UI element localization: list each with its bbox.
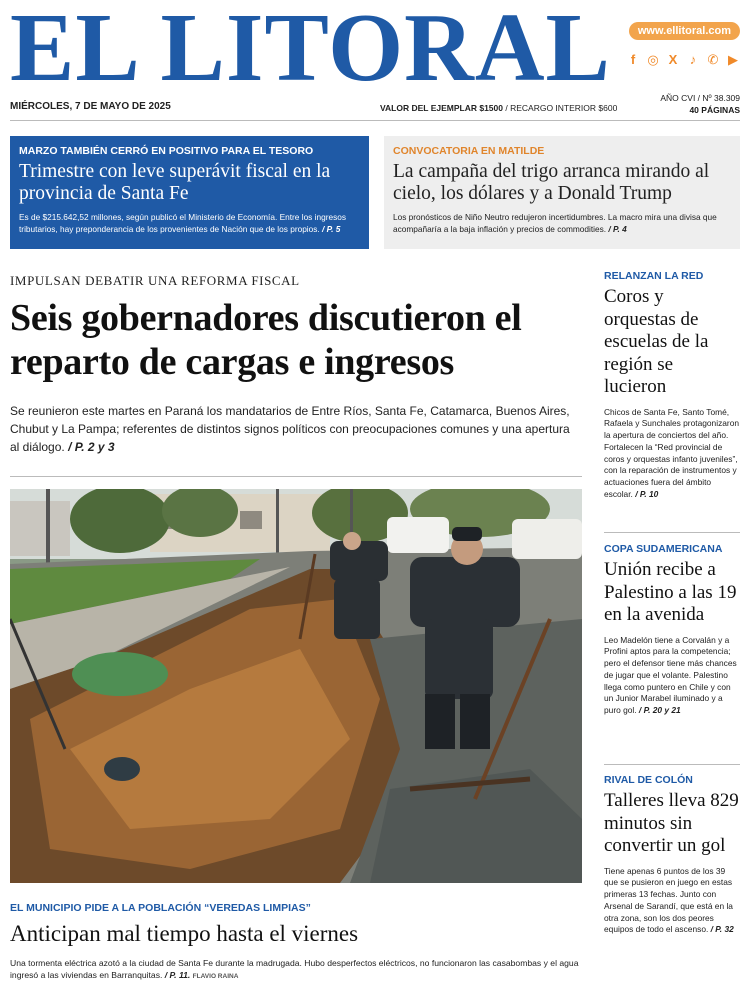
sidebar-headline[interactable]: Unión recibe a Palestino a las 19 en la avenida xyxy=(604,559,737,625)
website-link[interactable]: www.ellitoral.com xyxy=(629,22,740,40)
page-count: 40 PÁGINAS xyxy=(689,105,740,115)
edition-info xyxy=(660,92,740,116)
divider xyxy=(604,764,740,765)
facebook-icon[interactable]: f xyxy=(630,52,636,67)
tiktok-icon[interactable]: ♪ xyxy=(689,52,697,67)
main-story-text: Se reunieron este martes en Paraná los mandatarios de Entre Ríos, Santa Fe, Catamarca, Buenos Aires, Chubut y La Pampa; referentes de distintos signos políticos con preocupaciones comunes y una apertura al diálogo. xyxy=(10,404,570,454)
sidebar-text: Leo Madelón tiene a Corvalán y a Profini aptos para la competencia; pero el defensor tiene más chances de jugar que el volante. Palestino llega como puntero en Chile y con un Junior Marabel iluminado y a puro gol. xyxy=(604,634,737,716)
sidebar-summary xyxy=(604,407,740,501)
page-ref[interactable]: / P. 4 xyxy=(608,224,627,234)
divider xyxy=(10,476,582,477)
sidebar-summary xyxy=(604,635,740,718)
price-extra: / RECARGO INTERIOR $600 xyxy=(505,103,618,113)
sidebar-headline[interactable]: Coros y orquestas de escuelas de la región se lucieron xyxy=(604,286,709,397)
story-summary xyxy=(393,211,731,235)
story-box-fiscal-surplus[interactable] xyxy=(10,136,369,249)
sidebar-story-talleres[interactable] xyxy=(604,774,740,936)
page-ref[interactable]: / P. 20 y 21 xyxy=(638,705,681,716)
x-icon[interactable]: X xyxy=(668,52,678,67)
page-ref[interactable]: / P. 10 xyxy=(635,489,659,500)
story-text: Los pronósticos de Niño Neutro redujeron incertidumbres. La macro mira una divisa que acompañaría a la baja inflación y precios de commodities. xyxy=(393,212,717,234)
sidebar-kicker: RELANZAN LA RED xyxy=(604,270,704,282)
issue-date: MIÉRCOLES, 7 DE MAYO DE 2025 xyxy=(10,101,171,112)
weather-story-headline[interactable]: Anticipan mal tiempo hasta el viernes xyxy=(10,921,359,946)
story-summary xyxy=(19,211,360,235)
sidebar-story-union[interactable] xyxy=(604,543,740,717)
main-story-deck xyxy=(10,402,582,456)
whatsapp-icon[interactable]: ✆ xyxy=(707,52,719,67)
sidebar-kicker: COPA SUDAMERICANA xyxy=(604,543,723,555)
story-kicker: MARZO TAMBIÉN CERRÓ EN POSITIVO PARA EL TESORO xyxy=(19,145,314,157)
instagram-icon[interactable]: ◎ xyxy=(647,52,659,67)
divider xyxy=(10,120,740,121)
main-story-headline[interactable]: Seis gobernadores discutieron el reparto de cargas e ingresos xyxy=(10,297,522,383)
main-story-kicker: IMPULSAN DEBATIR UNA REFORMA FISCAL xyxy=(10,273,300,288)
page-ref[interactable]: / P. 11. xyxy=(164,970,191,980)
sidebar-headline[interactable]: Talleres lleva 829 minutos sin convertir un gol xyxy=(604,790,739,856)
page-ref[interactable]: / P. 2 y 3 xyxy=(68,440,115,454)
divider xyxy=(604,532,740,533)
weather-story-text: Una tormenta eléctrica azotó a la ciudad de Santa Fe durante la madrugada. Hubo desperfectos eléctricos, no funcionaron las casabombas y el agua ingresó a las viviendas en Barranquitas. xyxy=(10,958,579,980)
sidebar-kicker: RIVAL DE COLÓN xyxy=(604,774,693,786)
newspaper-name: EL LITORAL xyxy=(10,0,611,102)
lead-photo-street-cleaning[interactable] xyxy=(10,489,582,883)
story-title[interactable]: Trimestre con leve superávit fiscal en la provincia de Santa Fe xyxy=(19,161,331,204)
photo-credit: FLAVIO RAINA xyxy=(192,973,239,980)
sidebar-text: Tiene apenas 6 puntos de los 39 que se pusieron en juego en estas primeras 13 fechas. Junto con Arsenal de Sarandí, que está en la otra zona, son los dos peores equipos de todo el ascenso. xyxy=(604,865,733,935)
story-box-wheat-campaign[interactable] xyxy=(384,136,740,249)
sidebar-text: Chicos de Santa Fe, Santo Tomé, Rafaela y Sunchales protagonizaron la apertura de conciertos del año. Fortalecen la “Red provincial de coros y orquestas infanto juveniles”, con la reparación de instrumentos y actuaciones fuera del ámbito escolar. xyxy=(604,406,740,500)
sidebar-summary xyxy=(604,866,740,937)
story-kicker: CONVOCATORIA EN MATILDE xyxy=(393,145,545,157)
page-ref[interactable]: / P. 32 xyxy=(710,924,734,935)
youtube-icon[interactable]: ▶ xyxy=(728,52,738,67)
masthead-logo[interactable] xyxy=(10,0,611,102)
year-issue: AÑO CVI / Nº 38.309 xyxy=(660,93,740,103)
issue-price xyxy=(380,103,617,113)
price-label: VALOR DEL EJEMPLAR $1500 xyxy=(380,103,503,113)
story-text: Es de $215.642,52 millones, según publicó el Ministerio de Economía. Entre los ingresos tributarios, hay preponderancia de los provenientes de Nación que de los propios. xyxy=(19,212,346,234)
story-title[interactable]: La campaña del trigo arranca mirando al cielo, los dólares y a Donald Trump xyxy=(393,161,710,204)
sidebar-story-choirs[interactable] xyxy=(604,270,740,501)
social-links xyxy=(626,52,740,68)
weather-story-kicker: EL MUNICIPIO PIDE A LA POBLACIÓN “VEREDAS LIMPIAS” xyxy=(10,902,311,914)
page-ref[interactable]: / P. 5 xyxy=(322,224,341,234)
weather-story-summary xyxy=(10,957,582,983)
